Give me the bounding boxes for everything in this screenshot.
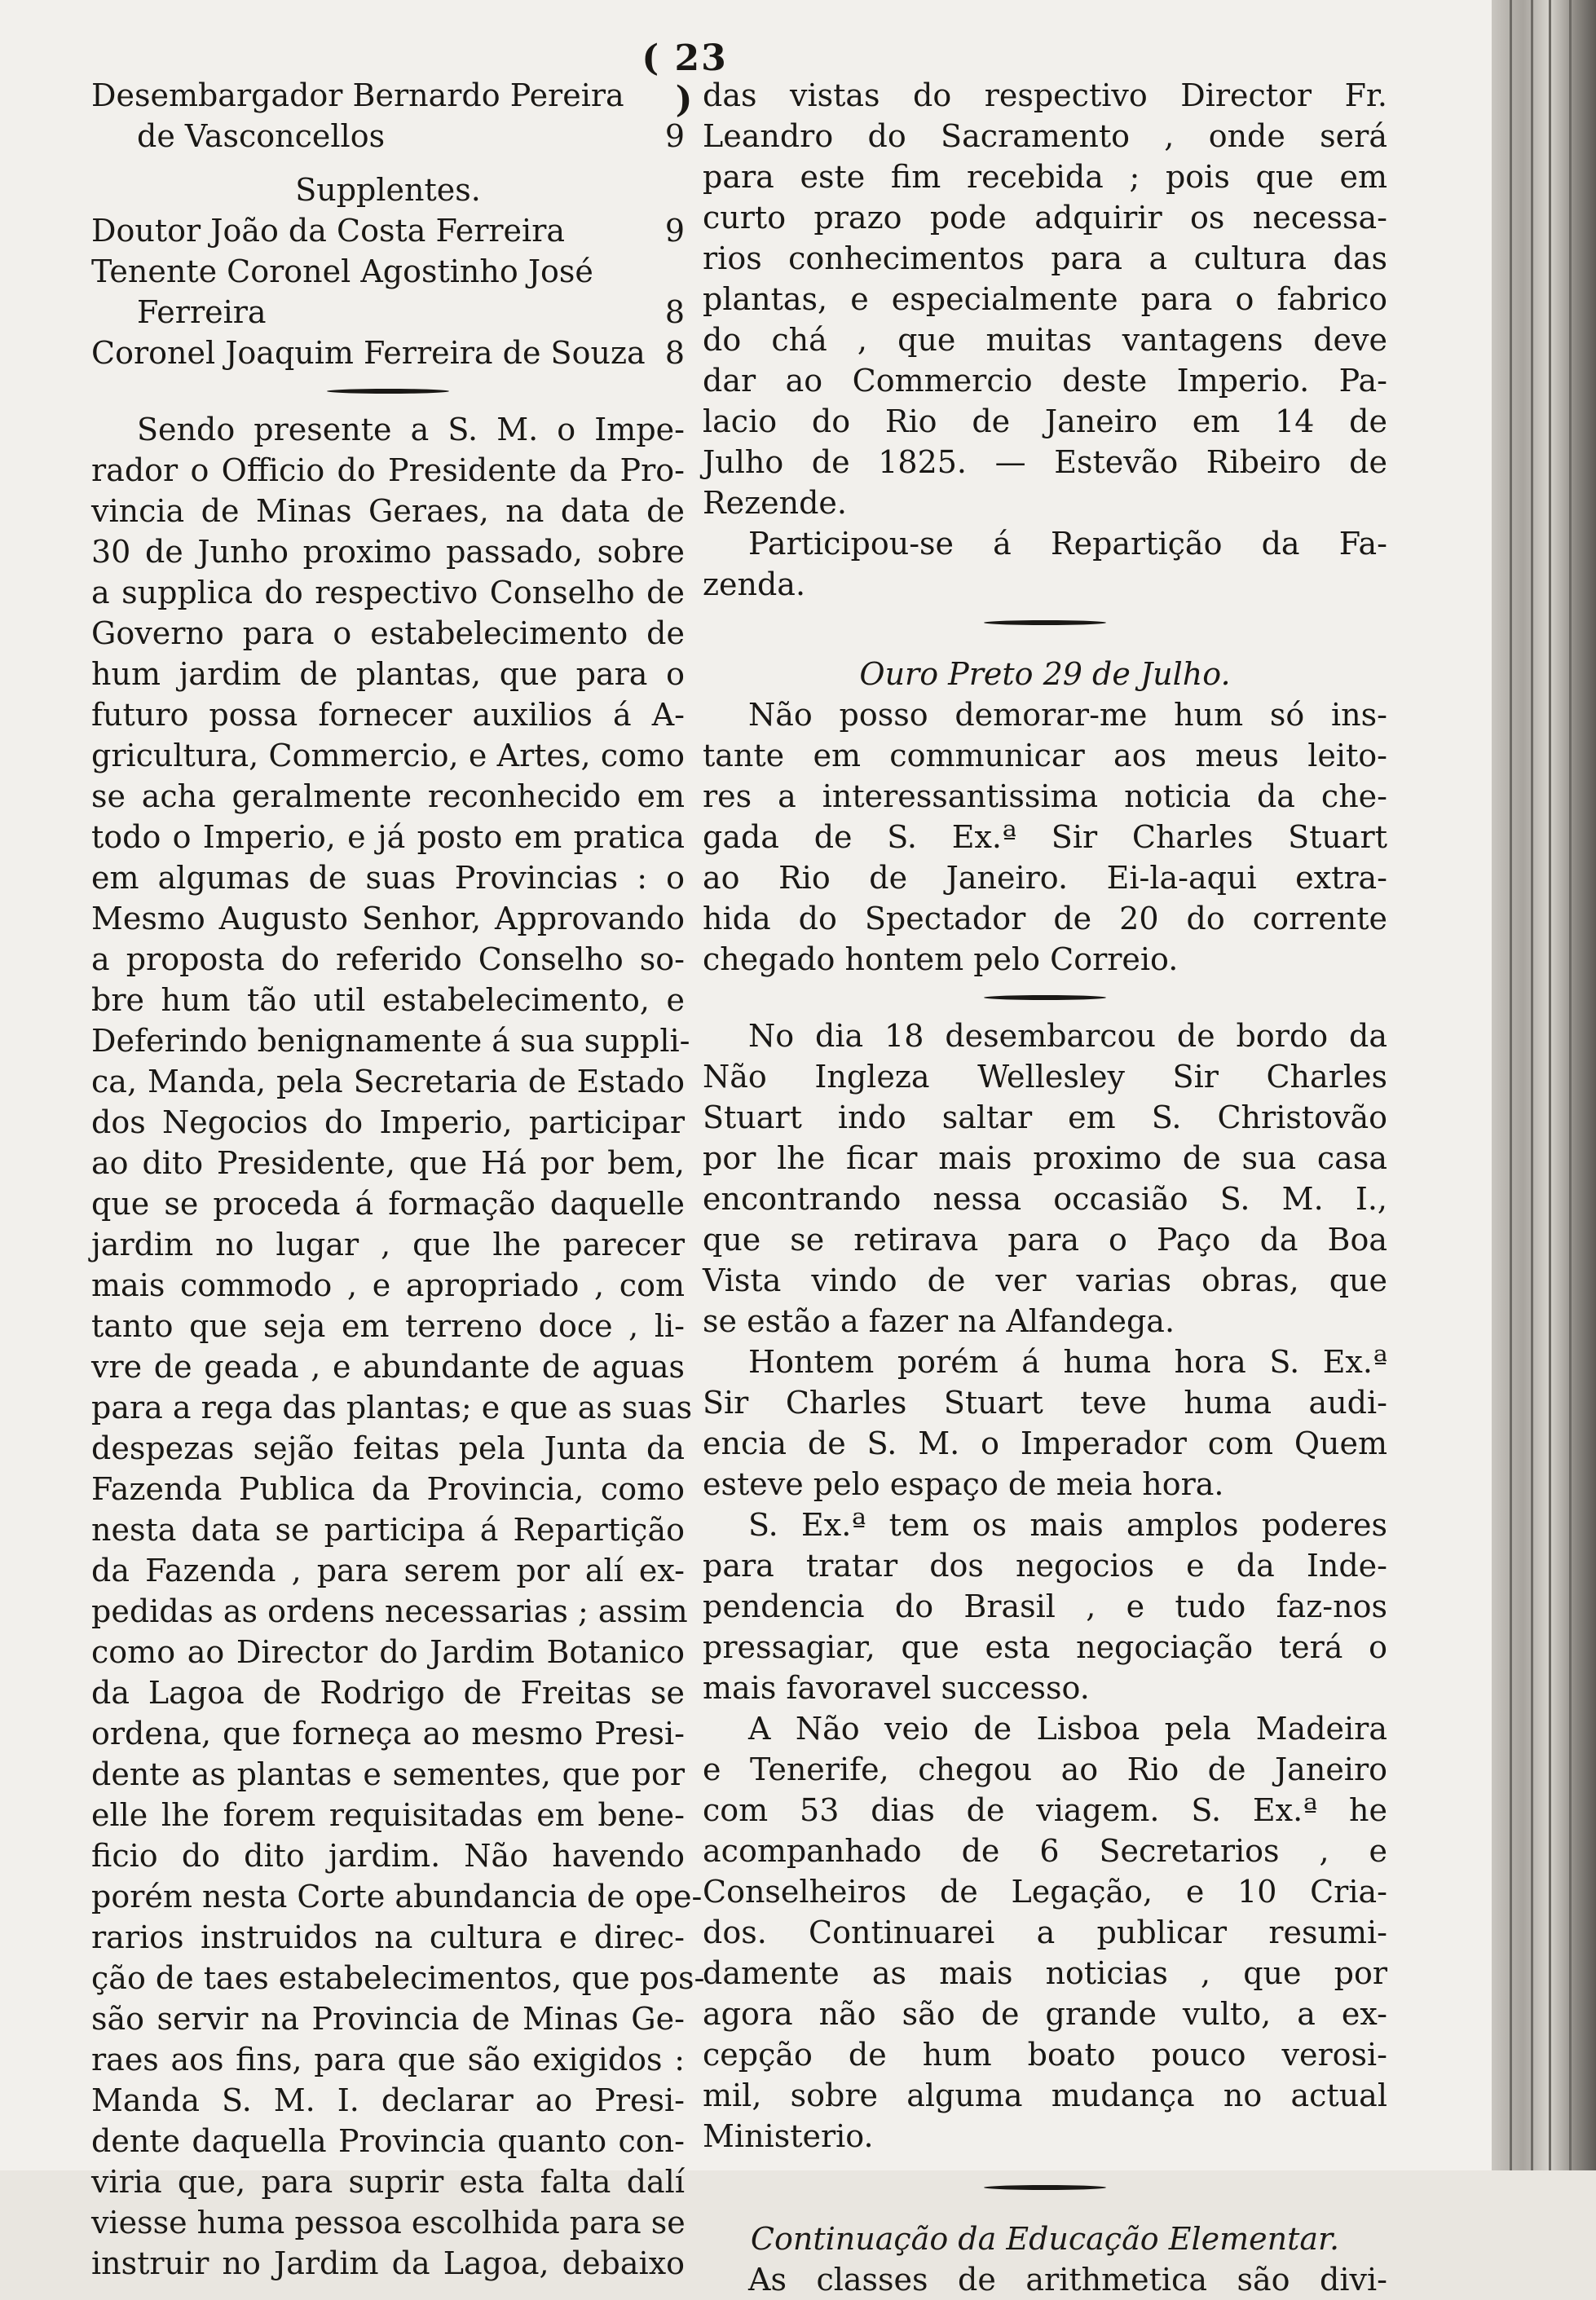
text-line: como ao Director do Jardim Botanico [91,1634,685,1670]
list-item-name: de Vasconcellos [137,118,386,154]
text-line: chegado hontem pelo Correio. [703,941,1179,977]
list-item [91,116,685,156]
text-line: rarios instruidos na cultura e direc- [91,1919,685,1955]
report-paragraph [703,1016,1387,1342]
text-line: Stuart indo saltar em S. Christovão [703,1099,1387,1135]
text-line: ao Rio de Janeiro. Ei-la-aqui extra- [703,860,1387,896]
text-line: porém nesta Corte abundancia de ope- [91,1879,703,1914]
text-line: ca, Manda, pela Secretaria de Estado [91,1064,685,1099]
text-line: tante em communicar aos meus leito- [703,738,1387,773]
text-line: Manda S. M. I. declarar ao Presi- [91,2082,685,2118]
text-line: Não Ingleza Wellesley Sir Charles [703,1059,1387,1095]
text-line: curto prazo pode adquirir os necessa- [703,200,1387,236]
text-line: dos Negocios do Imperio, participar [91,1104,685,1140]
text-line: da Lagoa de Rodrigo de Freitas se [91,1675,685,1711]
list-item-name: Coronel Joaquim Ferreira de Souza [91,335,646,371]
text-line: dos. Continuarei a publicar resumi- [703,1914,1387,1950]
book-binding [1492,0,1596,2170]
text-line: Fazenda Publica da Provincia, como [91,1471,685,1507]
text-line: dente daquella Provincia quanto con- [91,2123,685,2159]
text-line: Sir Charles Stuart teve huma audi- [703,1385,1387,1421]
text-line: Sendo presente a S. M. o Impe- [137,412,685,447]
text-line: tanto que seja em terreno doce , li- [91,1308,685,1344]
text-line: futuro possa fornecer auxilios á A- [91,697,685,733]
text-line: são servir na Provincia de Minas Ge- [91,2001,685,2037]
text-line: hida do Spectador de 20 do corrente [703,901,1387,936]
text-line: jardim no lugar , que lhe parecer [91,1227,685,1262]
list-item [91,292,685,333]
text-line: Mesmo Augusto Senhor, Approvando [91,901,685,936]
text-line: pedidas as ordens necessarias ; assim [91,1593,688,1629]
list-item [91,251,685,292]
text-line: No dia 18 desembarcou de bordo da [748,1018,1387,1054]
text-line: 30 de Junho proximo passado, sobre [91,534,685,570]
text-line: hum jardim de plantas, que para o [91,656,685,692]
text-line: a supplica do respectivo Conselho de [91,575,685,610]
text-line: mil, sobre alguma mudança no actual [703,2077,1387,2113]
left-column [91,75,705,2284]
text-line: S. Ex.ª tem os mais amplos poderes [748,1507,1387,1543]
section-divider [703,605,1387,641]
text-line: para tratar dos negocios e da Inde- [703,1548,1387,1584]
news-paragraph [703,694,1387,980]
text-line: ficio do dito jardim. Não havendo [91,1838,685,1874]
text-line: gricultura, Commercio, e Artes, como [91,738,685,773]
list-item-votes: 8 [664,294,685,330]
text-line: em algumas de suas Provincias : o [91,860,685,896]
text-line: encia de S. M. o Imperador com Quem [703,1425,1387,1461]
list-item-votes: 9 [664,118,685,154]
list-item-name: Desembargador Bernardo Pereira [91,77,624,113]
list-item [91,210,685,251]
text-line: com 53 dias de viagem. S. Ex.ª he [703,1792,1387,1828]
section-first-line: As classes de arithmetica são divi- [748,2262,1387,2298]
text-line: viesse huma pessoa escolhida para se [91,2205,686,2241]
section-divider [703,980,1387,1016]
list-item-votes: 8 [664,335,685,371]
text-line: para este fim recebida ; pois que em [703,159,1387,195]
list-item-votes: 9 [664,213,685,249]
text-line: bre hum tão util estabelecimento, e [91,982,685,1018]
participou-line-end: zenda. [703,566,806,602]
text-line: lacio do Rio de Janeiro em 14 de [703,403,1387,439]
list-item [91,75,685,116]
text-line: cepção de hum boato pouco verosi- [703,2037,1387,2073]
text-line: que se retirava para o Paço da Boa [703,1222,1387,1258]
text-line: esteve pelo espaço de meia hora. [703,1466,1224,1502]
text-line: Ministerio. [703,2118,874,2154]
audience-paragraph [703,1342,1387,1505]
page-number: ( 23 ) [641,37,728,121]
text-line: Vista vindo de ver varias obras, que [703,1262,1387,1298]
text-line: a proposta do referido Conselho so- [91,941,685,977]
text-line: para a rega das plantas; e que as suas [91,1390,693,1425]
text-line: mais favoravel successo. [703,1670,1090,1706]
text-line: ção de taes estabelecimentos, que pos- [91,1960,705,1996]
text-line: viria que, para suprir esta falta dalí [91,2164,685,2200]
supplentes-heading: Supplentes. [295,172,481,208]
text-line: Conselheiros de Legação, e 10 Cria- [703,1874,1387,1910]
text-line: res a interessantissima noticia da che- [703,778,1387,814]
text-line: A Não veio de Lisboa pela Madeira [748,1711,1387,1747]
text-line: mais commodo , e apropriado , com [91,1267,685,1303]
text-line: nesta data se participa á Repartição [91,1512,685,1548]
ship-paragraph [703,1708,1387,2157]
text-line: todo o Imperio, e já posto em pratica [91,819,685,855]
text-line: do chá , que muitas vantagens deve [703,322,1387,358]
decree-continuation [703,75,1387,523]
powers-paragraph [703,1505,1387,1708]
text-line: das vistas do respectivo Director Fr. [703,77,1387,113]
dateline: Ouro Preto 29 de Julho. [859,656,1231,692]
text-line: ordena, que forneça ao mesmo Presi- [91,1716,685,1751]
text-line: elle lhe forem requisitadas em bene- [91,1797,685,1833]
text-line: despezas sejão feitas pela Junta da [91,1430,685,1466]
section-title: Continuação da Educação Elementar. [750,2221,1340,2257]
text-line: dar ao Commercio deste Imperio. Pa- [703,363,1387,399]
text-line: Deferindo benignamente á sua suppli- [91,1023,690,1059]
text-line: Não posso demorar-me hum só ins- [748,697,1387,733]
text-line: raes aos fins, para que são exigidos : [91,2042,685,2077]
text-line: rios conhecimentos para a cultura das [703,240,1387,276]
text-line: pendencia do Brasil , e tudo faz-nos [703,1588,1387,1624]
text-line: damente as mais noticias , que por [703,1955,1387,1991]
text-line: se estão a fazer na Alfandega. [703,1303,1175,1339]
text-line: Hontem porém á huma hora S. Ex.ª [748,1344,1387,1380]
text-line: ao dito Presidente, que Há por bem, [91,1145,685,1181]
text-line: agora não são de grande vulto, a ex- [703,1996,1387,2032]
text-line: e Tenerife, chegou ao Rio de Janeiro [703,1751,1387,1787]
text-line: plantas, e especialmente para o fabrico [703,281,1387,317]
text-line: encontrando nessa occasião S. M. I., [703,1181,1387,1217]
participou-line: Participou-se á Repartição da Fa- [748,526,1387,562]
right-column [703,75,1387,2300]
text-line: se acha geralmente reconhecido em [91,778,685,814]
text-line: Rezende. [703,485,847,521]
section-divider [703,2170,1387,2205]
list-item-name: Tenente Coronel Agostinho José [91,253,593,289]
text-line: Julho de 1825. — Estevão Ribeiro de [703,444,1387,480]
text-line: da Fazenda , para serem por alí ex- [91,1553,685,1588]
text-line: acompanhado de 6 Secretarios , e [703,1833,1387,1869]
list-item-name: Doutor João da Costa Ferreira [91,213,566,249]
text-line: pressagiar, que esta negociação terá o [703,1629,1387,1665]
text-line: rador o Officio do Presidente da Pro- [91,452,685,488]
text-line: Leandro do Sacramento , onde será [703,118,1387,154]
decree-paragraph [91,409,705,2284]
text-line: vincia de Minas Geraes, na data de [91,493,685,529]
text-line: Governo para o estabelecimento de [91,615,685,651]
list-item-name: Ferreira [137,294,267,330]
text-line: por lhe ficar mais proximo de sua casa [703,1140,1387,1176]
text-line: instruir no Jardim da Lagoa, debaixo [91,2245,685,2281]
text-line: vre de geada , e abundante de aguas [91,1349,685,1385]
section-divider [91,373,685,409]
text-line: dente as plantas e sementes, que por [91,1756,685,1792]
list-item [91,333,685,373]
text-line: que se proceda á formação daquelle [91,1186,685,1222]
text-line: gada de S. Ex.ª Sir Charles Stuart [703,819,1387,855]
